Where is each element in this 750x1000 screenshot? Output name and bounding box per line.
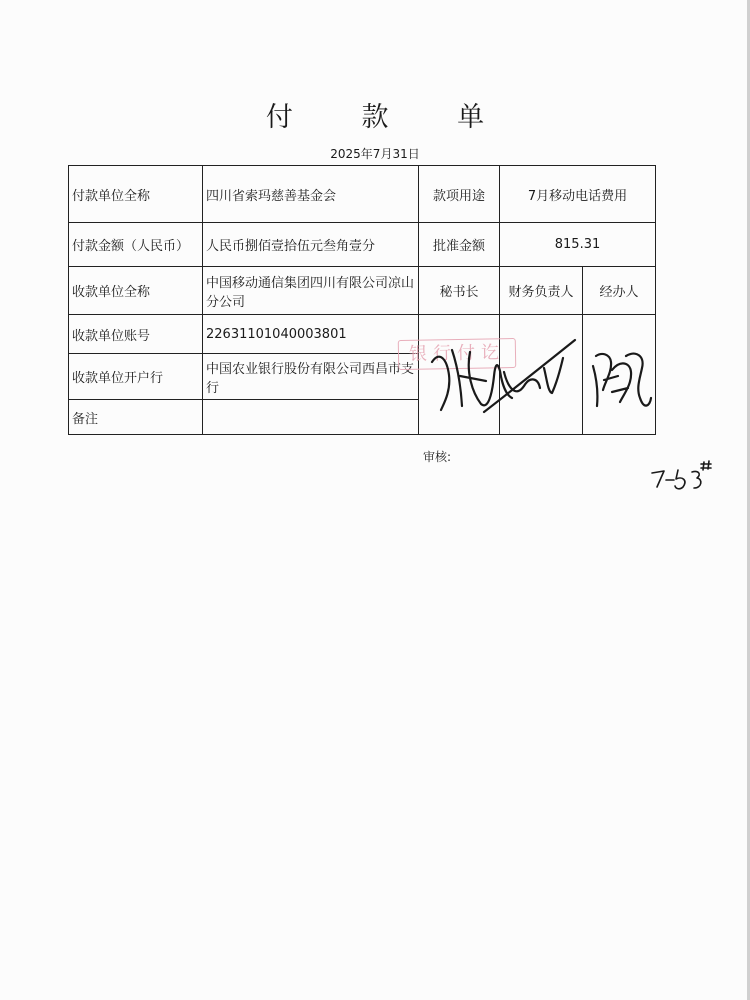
finance-label: 财务负责人 <box>500 267 583 315</box>
remark-label: 备注 <box>69 400 203 435</box>
payment-voucher-table <box>68 165 656 435</box>
amount-label: 付款金额（人民币） <box>69 223 203 267</box>
payee-label: 收款单位全称 <box>69 267 203 315</box>
secretary-label: 秘书长 <box>419 267 500 315</box>
purpose-label: 款项用途 <box>419 166 500 223</box>
account-value: 22631101040003801 <box>203 315 419 354</box>
account-label: 收款单位账号 <box>69 315 203 354</box>
finance-signature-cell <box>500 315 583 435</box>
purpose-value: 7月移动电话费用 <box>500 166 656 223</box>
document-date: 2025年7月31日 <box>330 147 420 161</box>
bank-label: 收款单位开户行 <box>69 354 203 400</box>
handler-label: 经办人 <box>583 267 656 315</box>
bank-value: 中国农业银行股份有限公司西昌市支行 <box>203 354 419 400</box>
table-row <box>69 267 656 315</box>
payee-value: 中国移动通信集团四川有限公司凉山分公司 <box>203 267 419 315</box>
secretary-signature-cell <box>419 315 500 435</box>
payer-value: 四川省索玛慈善基金会 <box>203 166 419 223</box>
document-title: 付 款 单 <box>265 102 515 133</box>
bank-paid-stamp: 银行付讫 <box>398 338 517 370</box>
handwritten-note <box>652 461 711 489</box>
table-row <box>69 166 656 223</box>
remark-value <box>203 400 419 435</box>
table-row <box>69 315 656 354</box>
table-row <box>69 223 656 267</box>
handler-signature-cell <box>583 315 656 435</box>
payer-label: 付款单位全称 <box>69 166 203 223</box>
audit-label: 审核: <box>423 450 452 464</box>
approved-value: 815.31 <box>500 223 656 267</box>
amount-words: 人民币捌佰壹拾伍元叁角壹分 <box>203 223 419 267</box>
approved-label: 批准金额 <box>419 223 500 267</box>
